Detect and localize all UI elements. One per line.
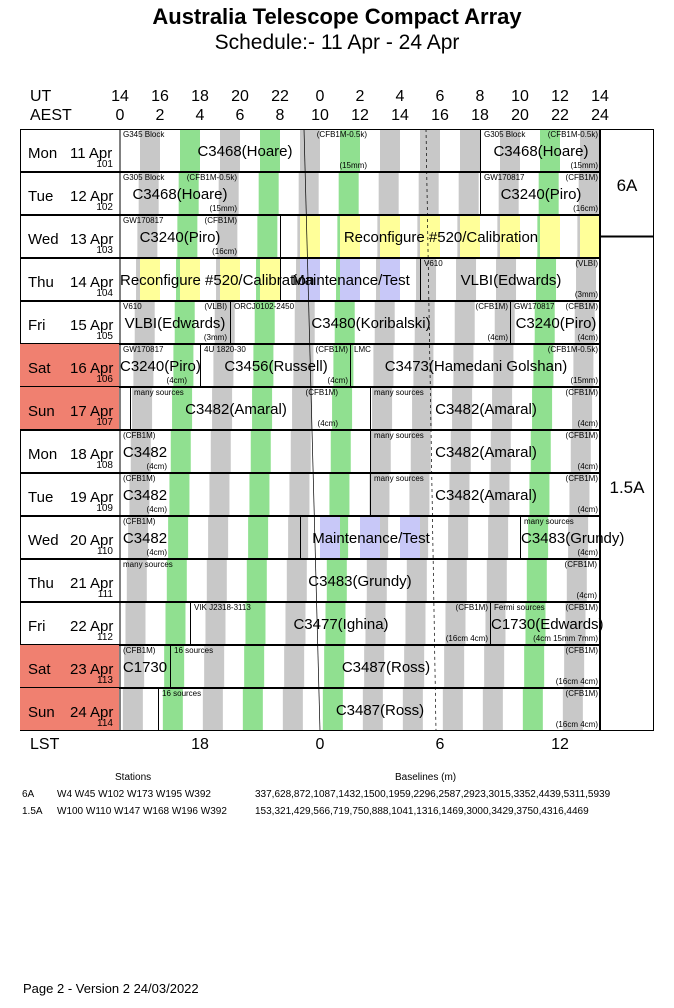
block-config: (CFB1M): [565, 646, 598, 655]
day-row: [20, 430, 600, 473]
block-config: (CFB1M): [565, 603, 598, 612]
block-source: (CFB1M): [123, 474, 156, 483]
day-name: Fri: [28, 618, 46, 635]
aest-tick: 8: [275, 107, 285, 124]
block-band: (4cm): [576, 591, 597, 600]
day-number: 103: [96, 245, 113, 256]
day-name: Thu: [28, 575, 54, 592]
day-name: Mon: [28, 446, 58, 463]
block-config: (CFB1M): [455, 603, 488, 612]
block-project: C3482: [122, 444, 168, 461]
block-source: V610: [424, 259, 443, 268]
aest-tick: 4: [195, 107, 205, 124]
ut-label: UT: [30, 88, 52, 105]
schedule-block[interactable]: [120, 301, 230, 343]
array-box: [601, 130, 654, 731]
day-name: Sat: [28, 360, 51, 377]
day-date: 20 Apr: [70, 532, 114, 549]
day-date: 12 Apr: [70, 188, 114, 205]
block-project: C3482: [122, 530, 168, 547]
array-6a-label: 6A: [616, 176, 638, 195]
day-name: Fri: [28, 317, 46, 334]
ut-tick: 18: [191, 88, 209, 105]
block-source: G305 Block: [123, 173, 165, 182]
day-number: 110: [97, 546, 113, 557]
block-config: (CFB1M): [204, 216, 237, 225]
block-band: (3mm): [203, 333, 227, 342]
block-config: (CFB1M): [565, 388, 598, 397]
day-date: 21 Apr: [70, 575, 114, 592]
aest-tick: 24: [591, 107, 609, 124]
day-date: 22 Apr: [70, 618, 114, 635]
schedule-block[interactable]: [120, 172, 240, 214]
block-source: VIK J2318-3113: [194, 603, 251, 612]
day-cell: [20, 387, 119, 429]
block-project: C3482(Amaral): [435, 444, 537, 461]
day-name: Mon: [28, 145, 58, 162]
lst-tick: 18: [191, 736, 209, 753]
ut-tick: 4: [395, 88, 405, 105]
day-row: [20, 172, 600, 215]
schedule-subtitle: Schedule:- 11 Apr - 24 Apr: [214, 31, 460, 54]
array-1-5a-label: 1.5A: [609, 478, 645, 497]
schedule-block[interactable]: [480, 129, 601, 171]
day-name: Wed: [28, 231, 59, 248]
day-date: 19 Apr: [70, 489, 114, 506]
block-band: (4cm): [327, 376, 348, 385]
block-source: GW170817: [123, 216, 164, 225]
day-cell: [20, 215, 119, 257]
block-project: C3480(Koribalski): [311, 315, 431, 332]
day-number: 105: [96, 331, 113, 342]
day-cell: [20, 602, 119, 644]
aest-tick: 22: [551, 107, 569, 124]
schedule-block[interactable]: [120, 473, 170, 515]
aest-label: AEST: [30, 107, 72, 124]
day-row: [20, 559, 600, 602]
block-band: (4cm): [577, 333, 598, 342]
block-source: GW170817: [514, 302, 555, 311]
block-project: C3240(Piro): [139, 229, 221, 246]
ut-tick: 22: [271, 88, 289, 105]
block-band: (4cm): [577, 462, 598, 471]
schedule-block[interactable]: [120, 645, 170, 687]
block-source: 16 sources: [162, 689, 202, 698]
block-config: (CFB1M-0.5k): [547, 345, 598, 354]
block-band: (16cm): [573, 204, 598, 213]
block-source: (CFB1M): [123, 431, 156, 440]
block-project: C3456(Russell): [224, 358, 328, 375]
day-cell: [20, 258, 119, 300]
block-config: (CFB1M): [565, 474, 598, 483]
ut-tick: 12: [551, 88, 569, 105]
block-band: (15mm): [339, 161, 367, 170]
block-project: C3487(Ross): [335, 702, 425, 719]
ut-tick: 8: [475, 88, 485, 105]
day-row: [20, 258, 600, 301]
day-name: Sun: [28, 403, 55, 420]
block-project: C3483(Grundy): [521, 530, 625, 547]
block-band: (16cm 4cm): [555, 720, 598, 729]
block-band: (15mm): [209, 204, 237, 213]
block-config: (CFB1M-0.5k): [186, 173, 237, 182]
baselines-row: 337,628,872,1087,1432,1500,1959,2296,2587,2923,3015,3352,4439,5311,5939: [255, 789, 611, 800]
day-date: 16 Apr: [70, 360, 114, 377]
day-name: Tue: [28, 188, 54, 205]
lst-tick: 12: [551, 736, 569, 753]
day-number: 104: [96, 288, 113, 299]
lst-label: LST: [30, 736, 60, 753]
block-config: (CFB1M): [565, 689, 598, 698]
schedule-block[interactable]: [370, 387, 601, 429]
day-name: Thu: [28, 274, 54, 291]
day-date: 23 Apr: [70, 661, 114, 678]
schedule-block[interactable]: [520, 516, 625, 558]
block-source: (CFB1M): [123, 517, 156, 526]
day-cell: [20, 516, 119, 558]
day-name: Sun: [28, 704, 55, 721]
schedule-block[interactable]: [130, 387, 341, 429]
block-source: 4U 1820-30: [204, 345, 246, 354]
block-config: (CFB1M): [475, 302, 508, 311]
block-project: C3468(Hoare): [197, 143, 293, 160]
block-band: (15mm): [570, 376, 598, 385]
day-row: [20, 516, 625, 559]
ut-tick: 0: [315, 88, 325, 105]
block-band: (4cm): [146, 505, 167, 514]
day-row: [20, 473, 600, 516]
day-cell: [20, 473, 119, 515]
block-source: GW170817: [484, 173, 525, 182]
schedule-block[interactable]: [120, 258, 315, 300]
block-band: (16cm 4cm): [555, 677, 598, 686]
ut-tick: 6: [435, 88, 445, 105]
day-row: [20, 215, 600, 258]
block-project: Reconfigure #520/Calibration: [343, 229, 539, 246]
block-band: (4cm): [317, 419, 338, 428]
day-name: Wed: [28, 532, 59, 549]
schedule-block[interactable]: [120, 344, 201, 386]
block-band: (4cm): [577, 419, 598, 428]
block-source: 16 sources: [174, 646, 214, 655]
block-band: (4cm): [146, 462, 167, 471]
block-source: many sources: [374, 474, 424, 483]
ut-tick: 10: [511, 88, 529, 105]
day-date: 15 Apr: [70, 317, 114, 334]
ut-tick: 14: [591, 88, 609, 105]
day-cell: [20, 688, 119, 730]
block-config: (CFB1M): [315, 345, 348, 354]
baselines-header: Baselines (m): [395, 772, 457, 783]
schedule-block[interactable]: [120, 129, 370, 171]
aest-tick: 18: [471, 107, 489, 124]
schedule-block[interactable]: [280, 258, 421, 300]
aest-tick: 2: [155, 107, 165, 124]
block-config: (CFB1M): [565, 431, 598, 440]
day-number: 113: [97, 675, 113, 686]
aest-tick: 16: [431, 107, 449, 124]
block-band: (15mm): [570, 161, 598, 170]
day-date: 13 Apr: [70, 231, 114, 248]
block-config: (CFB1M): [564, 560, 597, 569]
block-project: C3487(Ross): [341, 659, 431, 676]
day-row: [20, 602, 604, 645]
schedule-block[interactable]: [490, 602, 604, 644]
schedule-block[interactable]: [480, 172, 601, 214]
day-date: 24 Apr: [70, 704, 114, 721]
day-cell: [20, 559, 119, 601]
day-number: 109: [96, 503, 113, 514]
day-row: [20, 688, 600, 731]
schedule-block[interactable]: [420, 258, 601, 300]
block-project: C3482(Amaral): [435, 401, 537, 418]
schedule-block[interactable]: [280, 215, 601, 257]
block-source: many sources: [524, 517, 574, 526]
day-number: 108: [96, 460, 113, 471]
stations-row-list: W4 W45 W102 W173 W195 W392: [57, 789, 211, 800]
block-config: (VLBI): [575, 259, 598, 268]
day-number: 111: [97, 589, 113, 600]
schedule-block[interactable]: [158, 688, 601, 730]
day-date: 18 Apr: [70, 446, 114, 463]
block-project: C3473(Hamedani Golshan): [384, 358, 568, 375]
ut-tick: 16: [151, 88, 169, 105]
day-number: 106: [96, 374, 113, 385]
ut-tick: 14: [111, 88, 129, 105]
block-project: C1730(Edwards): [491, 616, 604, 633]
block-source: V610: [123, 302, 142, 311]
day-row: [20, 645, 600, 688]
block-config: (CFB1M): [565, 302, 598, 311]
schedule-block[interactable]: [120, 516, 170, 558]
day-row: [20, 301, 600, 344]
schedule-block[interactable]: [230, 301, 511, 343]
block-project: C3240(Piro): [500, 186, 582, 203]
block-config: (CFB1M-0.5k): [547, 130, 598, 139]
stations-row-array: 1.5A: [22, 806, 43, 817]
day-date: 11 Apr: [70, 145, 113, 162]
day-number: 114: [97, 718, 113, 729]
block-config: (CFB1M-0.5k): [316, 130, 367, 139]
schedule-block[interactable]: [510, 301, 601, 343]
day-cell: [20, 430, 119, 472]
block-project: C3468(Hoare): [132, 186, 228, 203]
block-source: many sources: [123, 560, 173, 569]
block-project: C3477(Ighina): [293, 616, 389, 633]
schedule-block[interactable]: [370, 473, 601, 515]
schedule-block[interactable]: [370, 430, 601, 472]
schedule-block[interactable]: [120, 430, 170, 472]
block-project: C3483(Grundy): [308, 573, 412, 590]
schedule-block[interactable]: [120, 215, 240, 257]
schedule-block[interactable]: [190, 602, 491, 644]
schedule-block[interactable]: [170, 645, 601, 687]
block-config: (CFB1M): [565, 173, 598, 182]
block-config: (VLBI): [204, 302, 227, 311]
block-project: C3482: [122, 487, 168, 504]
block-source: G305 Block: [484, 130, 526, 139]
aest-tick: 20: [511, 107, 529, 124]
block-project: Reconfigure #520/Calibration: [120, 272, 315, 289]
day-date: 17 Apr: [70, 403, 114, 420]
schedule-block[interactable]: [200, 344, 351, 386]
day-number: 101: [96, 159, 113, 170]
aest-tick: 0: [115, 107, 125, 124]
block-band: (4cm 15mm 7mm): [533, 634, 598, 643]
block-project: C3482(Amaral): [185, 401, 287, 418]
block-band: (4cm): [146, 548, 167, 557]
day-cell: [20, 129, 119, 171]
lst-tick: 6: [435, 736, 445, 753]
block-source: G345 Block: [123, 130, 165, 139]
block-project: C3240(Piro): [120, 358, 201, 375]
block-project: C3482(Amaral): [435, 487, 537, 504]
day-name: Tue: [28, 489, 54, 506]
block-band: (4cm): [577, 505, 598, 514]
block-source: many sources: [374, 388, 424, 397]
lst-tick: 0: [315, 736, 325, 753]
day-cell: [20, 645, 119, 687]
block-project: Maintenance/Test: [292, 272, 410, 289]
aest-tick: 10: [311, 107, 329, 124]
block-project: C3468(Hoare): [493, 143, 589, 160]
day-name: Sat: [28, 661, 51, 678]
ut-tick: 2: [355, 88, 365, 105]
aest-tick: 12: [351, 107, 369, 124]
block-source: (CFB1M): [123, 646, 156, 655]
day-date: 14 Apr: [70, 274, 114, 291]
stations-row-list: W100 W110 W147 W168 W196 W392: [57, 806, 227, 817]
baselines-row: 153,321,429,566,719,750,888,1041,1316,1469,3000,3429,3750,4316,4469: [255, 806, 589, 817]
day-row: [20, 387, 600, 430]
block-project: VLBI(Edwards): [460, 272, 562, 289]
block-source: many sources: [134, 388, 184, 397]
block-band: (16cm 4cm): [445, 634, 488, 643]
day-cell: [20, 172, 119, 214]
day-row: [20, 344, 600, 387]
block-band: (3mm): [574, 290, 598, 299]
block-band: (16cm): [212, 247, 237, 256]
day-cell: [20, 344, 119, 386]
ut-tick: 20: [231, 88, 249, 105]
block-project: Maintenance/Test: [312, 530, 430, 547]
day-cell: [20, 301, 119, 343]
block-source: ORCJ0102-2450: [234, 302, 295, 311]
block-source: GW170817: [123, 345, 164, 354]
block-band: (4cm): [577, 548, 598, 557]
aest-tick: 6: [235, 107, 245, 124]
block-config: (CFB1M): [305, 388, 338, 397]
day-number: 112: [97, 632, 113, 643]
stations-row-array: 6A: [22, 789, 35, 800]
page-title: Australia Telescope Compact Array: [152, 4, 522, 29]
block-source: Fermi sources: [494, 603, 545, 612]
aest-tick: 14: [391, 107, 409, 124]
block-project: C3240(Piro): [515, 315, 597, 332]
schedule-block[interactable]: [350, 344, 601, 386]
schedule-block[interactable]: [120, 559, 600, 601]
schedule-block[interactable]: [300, 516, 441, 558]
block-band: (4cm): [166, 376, 187, 385]
block-band: (4cm): [487, 333, 508, 342]
block-source: LMC: [354, 345, 371, 354]
day-number: 102: [96, 202, 113, 213]
day-row: [20, 129, 600, 172]
block-project: VLBI(Edwards): [124, 315, 226, 332]
day-number: 107: [96, 417, 113, 428]
page-footer: Page 2 - Version 2 24/03/2022: [23, 981, 199, 996]
stations-header: Stations: [115, 772, 152, 783]
block-source: many sources: [374, 431, 424, 440]
block-project: C1730: [122, 659, 168, 676]
